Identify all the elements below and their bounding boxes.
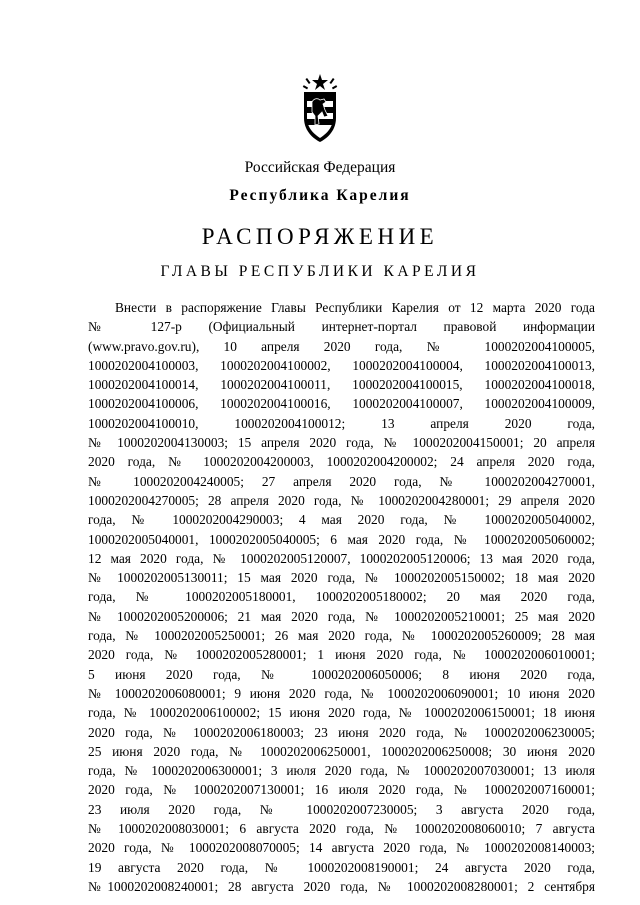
body-line: 1000202004100006, 1000202004100016, 1000202004100007, 1000202004100009,	[88, 396, 595, 412]
body-line: 2020 года, № 1000202008070005; 14 августа 2020 года, № 1000202008140003;	[88, 840, 595, 856]
body-line: № 1000202005130011; 15 мая 2020 года, № 1000202005150002; 18 мая 2020	[88, 570, 595, 586]
body-line: № 1000202005200006; 21 мая 2020 года, № 1000202005210001; 25 мая 2020	[88, 608, 595, 624]
order-body-text	[88, 298, 595, 896]
body-line: № 1000202004240005; 27 апреля 2020 года, № 1000202004270001,	[88, 473, 595, 489]
body-line: 2020 года, № 1000202005280001; 1 июня 2020 года, № 1000202006010001;	[88, 647, 595, 663]
body-line: года, № 1000202005180001, 1000202005180002; 20 мая 2020 года,	[88, 589, 595, 605]
body-line: 1000202004100014, 1000202004100011, 1000202004100015, 1000202004100018,	[88, 377, 595, 393]
body-line: 1000202004100010, 1000202004100012; 13 апреля 2020 года,	[88, 415, 595, 431]
body-line: 25 июня 2020 года, № 1000202006250001, 1000202006250008; 30 июня 2020	[88, 743, 595, 759]
body-line: (www.pravo.gov.ru), 10 апреля 2020 года, № 1000202004100005,	[88, 338, 595, 354]
body-line: № 1000202004130003; 15 апреля 2020 года, № 1000202004150001; 20 апреля	[88, 435, 595, 451]
republic-name: Республика Карелия	[229, 187, 411, 204]
document-type-title: РАСПОРЯЖЕНИЕ	[201, 224, 439, 249]
body-line: 1000202004270005; 28 апреля 2020 года, № 1000202004280001; 29 апреля 2020	[88, 492, 595, 508]
body-line: года, № 1000202005250001; 26 мая 2020 года, № 1000202005260009; 28 мая	[88, 628, 595, 644]
body-line: № 1000202006080001; 9 июня 2020 года, № 1000202006090001; 10 июня 2020	[88, 685, 595, 701]
karelia-coat-of-arms-icon	[300, 72, 340, 144]
body-line: 5 июня 2020 года, № 1000202006050006; 8 июня 2020 года,	[88, 666, 595, 682]
body-line: 23 июля 2020 года, № 1000202007230005; 3 августа 2020 года,	[88, 801, 595, 817]
body-line: 2020 года, № 1000202007130001; 16 июля 2020 года, № 1000202007160001;	[88, 782, 595, 798]
body-line: № 127-р (Официальный интернет-портал правовой информации	[88, 319, 595, 335]
body-line: № 1000202008030001; 6 августа 2020 года, № 1000202008060010; 7 августа	[88, 821, 595, 837]
body-line: Внести в распоряжение Главы Республики Карелия от 12 марта 2020 года	[115, 300, 595, 315]
body-line: 2020 года, № 1000202006180003; 23 июня 2020 года, № 1000202006230005;	[88, 724, 595, 740]
body-line: года, № 1000202006300001; 3 июля 2020 года, № 1000202007030001; 13 июля	[88, 763, 595, 779]
body-line: №1000202008240001; 28 августа 2020 года, № 1000202008280001; 2 сентября	[88, 878, 595, 894]
body-line: 1000202005040001, 1000202005040005; 6 мая 2020 года, № 1000202005060002;	[88, 531, 595, 547]
body-line: 1000202004100003, 1000202004100002, 1000202004100004, 1000202004100013,	[88, 357, 595, 373]
body-line: года, № 1000202006100002; 15 июня 2020 года, № 1000202006150001; 18 июня	[88, 705, 595, 721]
body-line: года, № 1000202004290003; 4 мая 2020 года, № 1000202005040002,	[88, 512, 595, 528]
country-name: Российская Федерация	[244, 159, 396, 176]
body-line: 2020 года, № 1000202004200003, 1000202004200002; 24 апреля 2020 года,	[88, 454, 595, 470]
document-author: ГЛАВЫ РЕСПУБЛИКИ КАРЕЛИЯ	[160, 263, 480, 280]
body-line: 19 августа 2020 года, № 1000202008190001; 24 августа 2020 года,	[88, 859, 595, 875]
body-line: 12 мая 2020 года, № 1000202005120007, 1000202005120006; 13 мая 2020 года,	[88, 550, 595, 566]
